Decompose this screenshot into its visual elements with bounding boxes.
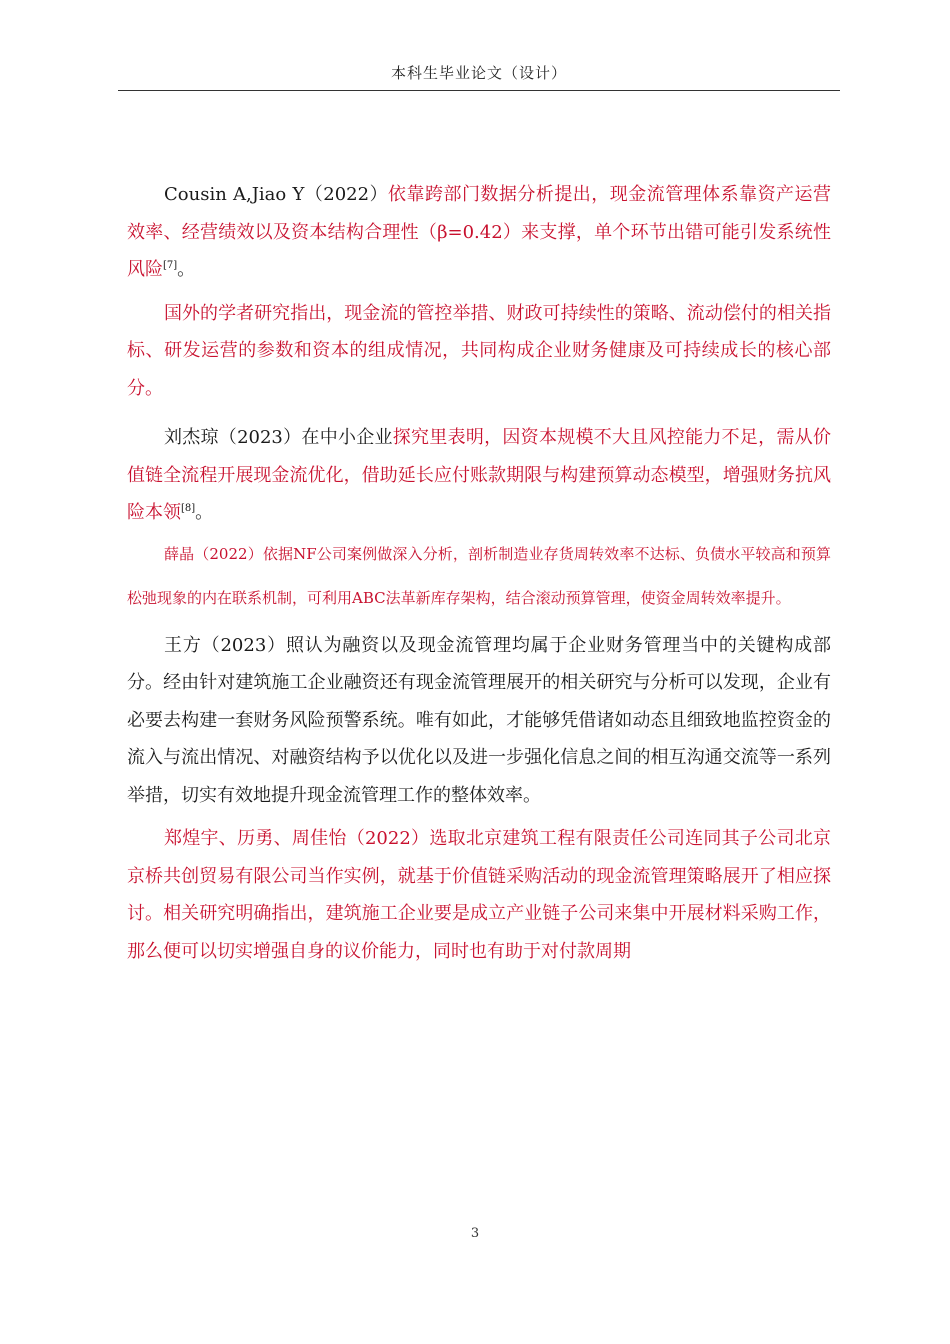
paragraph-wang-fang xyxy=(127,627,831,815)
running-header: 本科生毕业论文（设计） xyxy=(390,64,567,82)
citation-author-year: Cousin A,Jiao Y（2022） xyxy=(164,184,389,205)
paragraph-foreign-summary: 国外的学者研究指出，现金流的管控举措、财政可持续性的策略、流动偿付的相关指标、研发运营的参数和资本的组成情况，共同构成企业财务健康及可持续成长的核心部分。 xyxy=(127,302,831,399)
reference-marker: [8] xyxy=(181,503,196,514)
paragraph-end: 。 xyxy=(195,502,214,523)
reference-marker: [7] xyxy=(163,260,178,271)
paragraph-liu-jieqiong xyxy=(127,419,831,532)
citation-author-year: 刘杰琼（2023）在中小企业 xyxy=(164,427,393,448)
header-divider xyxy=(118,90,840,91)
paragraph-text: 依靠跨部门数据分析提出，现金流管理体系靠资产运营效率、经营绩效以及资本结构合理性（β=0.42）来支撑，单个环节出错可能引发系统性风险 xyxy=(127,184,831,280)
paragraph-text: 探究里表明，因资本规模不大且风控能力不足，需从价值链全流程开展现金流优化，借助延长应付账款期限与构建预算动态模型，增强财务抗风险本领 xyxy=(127,427,831,523)
paragraph-end: 。 xyxy=(177,259,196,280)
citation-author-year: 王方（2023） xyxy=(164,634,286,656)
page-body xyxy=(127,176,831,970)
paragraph-cousin-jiao xyxy=(127,176,831,289)
paragraph-xue-jing: 薛晶（2022）依据NF公司案例做深入分析，剖析制造业存货周转效率不达标、负债水平较高和预算松弛现象的内在联系机制，可利用ABC法革新库存架构，结合滚动预算管理，使资金周转效率提升。 xyxy=(127,544,831,607)
paragraph-zheng-huangyu: 郑煌宇、历勇、周佳怡（2022）选取北京建筑工程有限责任公司连同其子公司北京京桥共创贸易有限公司当作实例，就基于价值链采购活动的现金流管理策略展开了相应探讨。相关研究明确指出，建筑施工企业要是成立产业链子公司来集中开展材料采购工作，那么便可以切实增强自身的议价能力，同时也有助于对付款周期 xyxy=(127,828,831,962)
paragraph-text: 照认为融资以及现金流管理均属于企业财务管理当中的关键构成部分。经由针对建筑施工企业融资还有现金流管理展开的相关研究与分析可以发现，企业有必要去构建一套财务风险预警系统。唯有如此，才能够凭借诸如动态且细致地监控资金的流入与流出情况、对融资结构予以优化以及进一步强化信息之间的相互沟通交流等一系列举措，切实有效地提升现金流管理工作的整体效率。 xyxy=(127,634,832,806)
page-number: 3 xyxy=(470,1226,480,1241)
